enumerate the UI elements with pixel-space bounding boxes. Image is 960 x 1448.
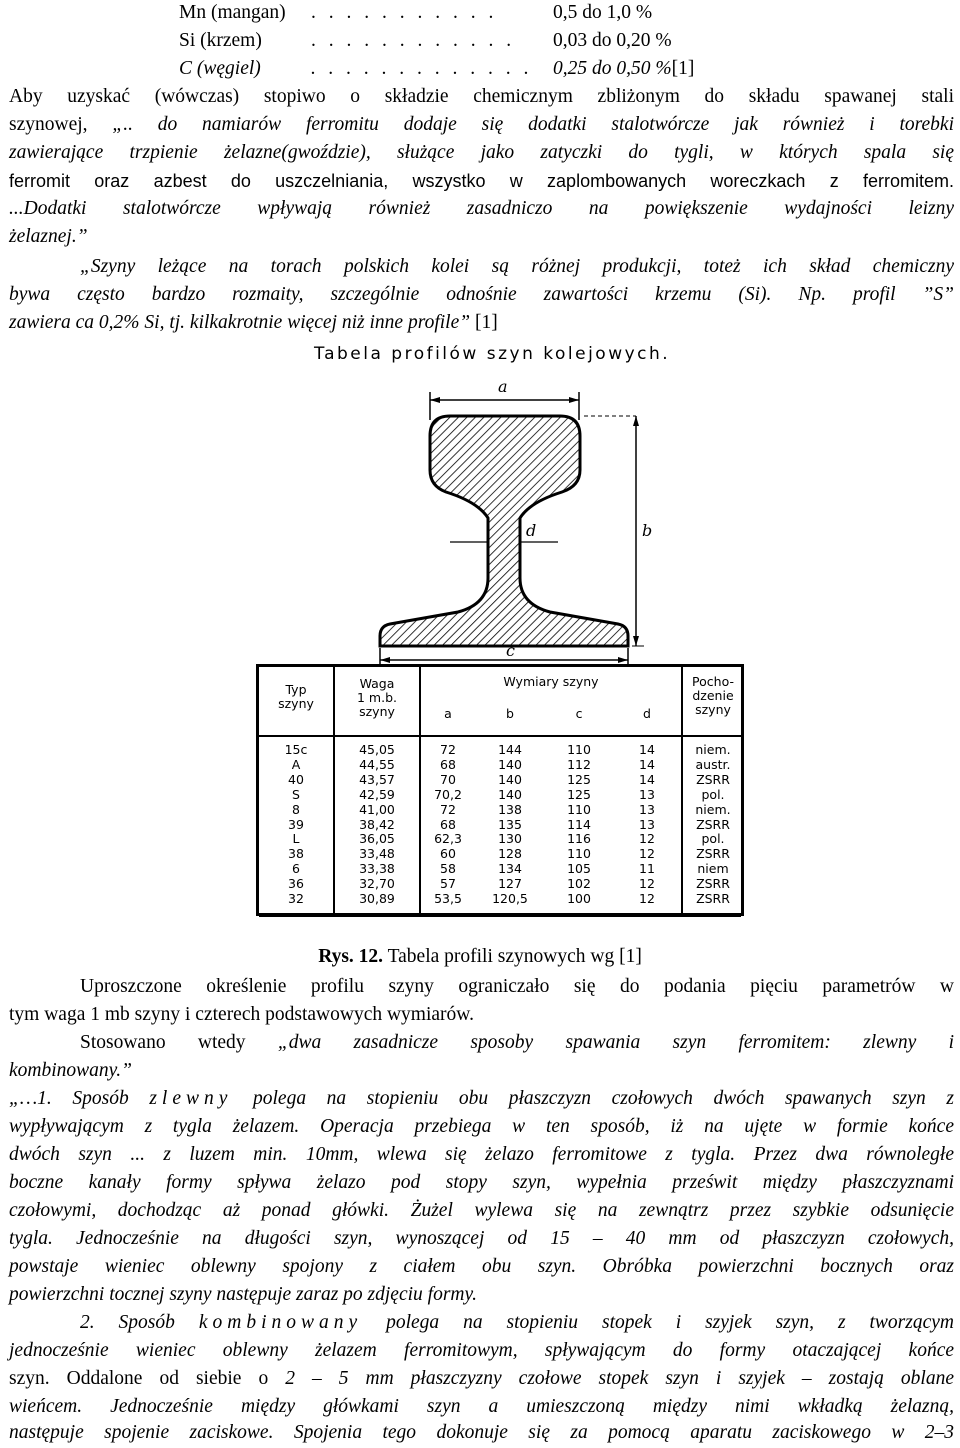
para1-line3: zawierające trzpienie żelazne(gwoździe), służące jako zatyczki do tygli, w których spala się [9,142,954,163]
element-name: C (węgiel) [179,58,261,79]
element-name: Mn (mangan) [179,2,286,23]
element-range: 0,03 do 0,20 % [553,30,672,51]
caption-text: Tabela profili szynowych wg [1] [383,946,642,967]
leader-dots: . . . . . . . . . . . . [311,30,516,51]
header-b: b [506,706,514,721]
para3-line1: Uproszczone określenie profilu szyny ograniczało się do podania pięciu parametrów w [80,976,954,997]
text: „…1. Sposób [9,1088,150,1109]
method-name: kombinowany [198,1312,363,1333]
text: szynowej, [9,114,113,135]
para2-line1: „Szyny leżące na torach polskich kolei są różnej produkcji, toteż ich skład chemiczny [80,256,954,277]
para1-line6: żelaznej.” [9,226,88,247]
element-range: 0,5 do 1,0 % [553,2,653,23]
quote: zawiera ca 0,2% Si, tj. kilkakrotnie więcej niż inne profile” [9,312,471,333]
para2-line2: bywa często bardzo rozmaity, szczególnie odnośnie zawartości krzemu (Si). Np. profil ”S” [9,284,954,305]
header-a: a [444,706,452,721]
para6-line4: wieńcem. Jednocześnie między główkami szyn a umieszczoną między nimi wkładką żelazną, [9,1396,954,1417]
text: Stosowano wtedy [80,1032,278,1053]
header-waga: Waga 1 m.b. szyny [357,676,397,719]
para5-line2: wypływającym z tygla żelazem. Operacja przebiega w ten sposób, iż na ujęte w formie końce [9,1116,954,1137]
para4-line1 [80,1030,954,1056]
figure-title: Tabela profilów szyn kolejowych. [314,344,671,364]
leader-dots: . . . . . . . . . . . [311,2,498,23]
rail-profile-drawing [244,368,756,664]
column-waga: 45,05 44,55 43,57 42,59 41,00 38,42 36,05 33,48 33,38 32,70 30,89 [359,742,395,907]
table-divider [259,735,741,737]
rail-profile-figure [244,344,756,920]
quote: „dwa zasadnicze sposoby spawania szyn ferromitem: zlewny i [277,1032,954,1053]
column-c: 110 112 125 125 110 114 116 110 105 102 100 [567,742,591,907]
para5-line4: boczne kanały formy spływa żelazo pod stopy szyn, wypełnia prześwit między płaszczyznami [9,1172,954,1193]
citation: [1] [470,312,498,333]
header-typ: Typ szyny [278,682,314,711]
header-c: c [575,706,583,721]
citation: [1] [671,58,695,79]
header-wymiary: Wymiary szyny [503,674,599,689]
para5-line7: powstaje wieniec oblewny spojony z ciałem obu szyn. Obróbka powierzchni bocznych oraz [9,1256,954,1277]
dimension-label-c: c [506,641,515,660]
para5-line8: powierzchni tocznej szyny następuje zaraz po zdjęciu formy. [9,1284,477,1305]
rail-profile-table [256,664,744,916]
text: 2. Sposób [80,1312,199,1333]
dimension-label-d: d [526,521,537,540]
column-b: 144 140 140 140 138 135 130 128 134 127 120,5 [492,742,528,907]
para5-line3: dwóch szyn ... z luzem min. 10mm, wlewa się żelazo ferromitowe z tygla. Przez dwa równoległe [9,1144,954,1165]
para1-line4: ferromit oraz azbest do uszczelniania, wszystko w zaplombowanych woreczkach z ferromitem. [9,171,954,191]
caption-label: Rys. 12. [318,946,384,967]
para5-line6: tygla. Jednocześnie na długości szyn, wynoszącej od 15 – 40 mm od płaszczyzn czołowych, [9,1228,954,1249]
para6-line2: jednocześnie wieniec oblewny żelazem ferromitowym, spływającym do formy otaczającej końce [9,1340,954,1361]
text: polega na stopieniu stopek i szyjek szyn, z tworzącym [362,1312,954,1333]
composition-row-si [179,28,954,54]
composition-row-mn [179,0,954,26]
dimension-label-b: b [642,521,653,540]
table-divider [259,915,741,917]
header-pochodzenie: Pocho- dzenie szyny [692,674,734,717]
para3-line2: tym waga 1 mb szyny i czterech podstawowych wymiarów. [9,1004,474,1025]
para6-line1 [80,1310,954,1336]
figure-caption [0,944,960,970]
leader-dots: . . . . . . . . . . . . . [311,58,533,79]
para4-line2: kombinowany.” [9,1060,132,1081]
para5-line1 [9,1086,954,1112]
text: szyn. Oddalone od siebie o [9,1368,286,1389]
header-d: d [643,706,651,721]
text: 2 – 5 mm płaszczyzny czołowe stopek szyn i szyjek – zostają oblane [285,1368,955,1389]
para6-line3 [9,1366,954,1392]
column-a: 72 68 70 70,2 72 68 62,3 60 58 57 53,5 [434,742,462,907]
composition-row-c [179,56,954,82]
column-pochodzenie: niem. austr. ZSRR pol. niem. ZSRR pol. ZSRR niem ZSRR ZSRR [695,742,731,907]
text: polega na stopieniu obu płaszczyzn czołowych dwóch spawanych szyn z [232,1088,954,1109]
element-range: 0,25 do 0,50 % [553,58,672,79]
para1-line2 [9,112,954,138]
para1-line5: ...Dodatki stalotwórcze wpływają również zasadniczo na powiększenie wydajności leizny [9,198,954,219]
method-name: zlewny [149,1088,233,1109]
column-typ: 15c A 40 S 8 39 L 38 6 36 32 [284,742,308,907]
para5-line5: czołowymi, dochodząc aż ponad główki. Żużel wylewa się na zewnątrz przez szybkie odsunięcie [9,1200,954,1221]
para2-line3 [9,310,954,336]
quote: „.. do namiarów ferromitu dodaje się dodatki stalotwórcze jak również i torebki [112,114,954,135]
column-d: 14 14 14 13 13 13 12 12 11 12 12 [639,742,655,907]
element-name: Si (krzem) [179,30,262,51]
para1-line1: Aby uzyskać (wówczas) stopiwo o składzie chemicznym zbliżonym do składu spawanej stali [9,86,954,107]
para6-line5: następuje spojenie zaciskowe. Spojenia tego dokonuje się za pomocą aparatu zaciskowego w 2–3 [9,1422,954,1443]
dimension-label-a: a [498,377,508,396]
